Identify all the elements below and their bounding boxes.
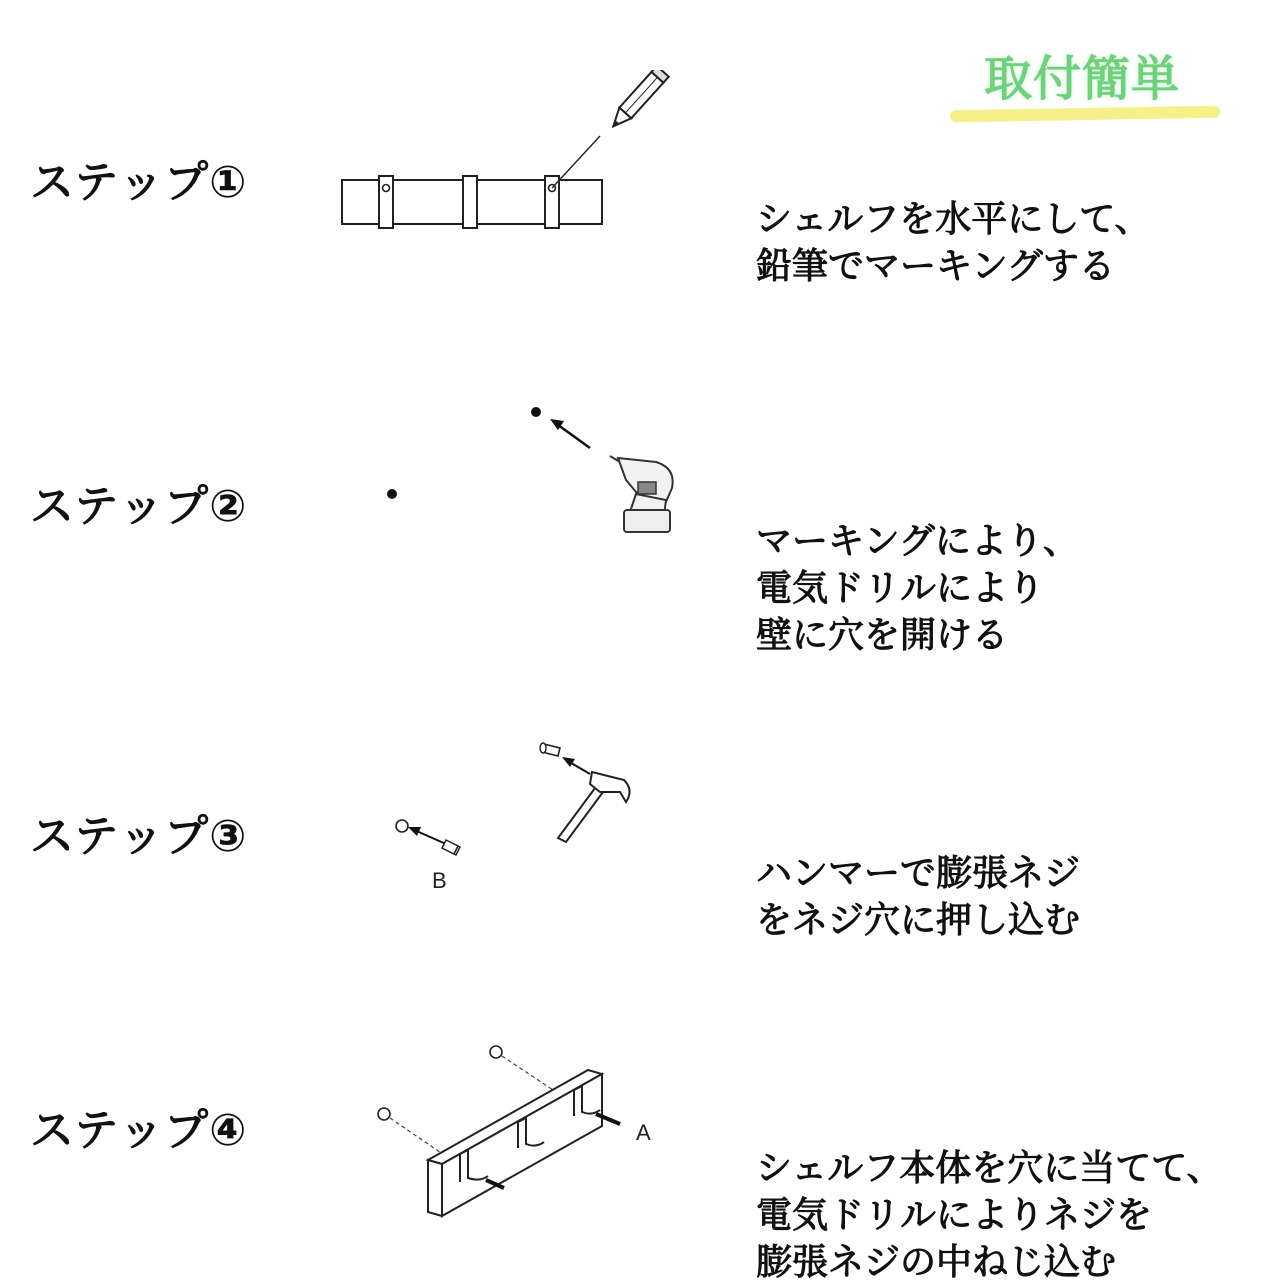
description-line: 電気ドリルによりネジを	[756, 1195, 1153, 1236]
step-2-label: ステップ②	[30, 481, 248, 532]
step-2-description	[756, 518, 1079, 659]
step-2-illustration	[370, 390, 700, 550]
shelf-body	[428, 1070, 602, 1216]
step-1-label: ステップ①	[30, 157, 248, 208]
screw-hole	[396, 820, 408, 832]
description-line: 電気ドリルにより	[756, 568, 1045, 609]
description-line: マーキングにより、	[756, 521, 1079, 562]
step-4-description	[756, 1145, 1223, 1286]
anchor-plug-upper	[540, 743, 560, 756]
pencil-icon	[607, 70, 668, 132]
part-letter-a: A	[636, 1120, 651, 1145]
step-3-label: ステップ③	[30, 811, 248, 862]
bracket-left	[379, 176, 393, 228]
description-line: 鉛筆でマーキングする	[756, 246, 1115, 287]
wall-hole-lower	[378, 1108, 390, 1120]
step-4-label: ステップ④	[30, 1105, 248, 1156]
step-3-illustration	[380, 730, 660, 900]
step-4-illustration	[370, 1030, 670, 1220]
step-1-description	[756, 196, 1151, 290]
drill-icon	[610, 456, 673, 532]
arrow-head	[562, 757, 575, 767]
badge-label: 取付簡単	[984, 51, 1181, 107]
bracket-right	[545, 176, 559, 228]
title-badge	[940, 38, 1220, 128]
wall-hole-upper	[490, 1046, 502, 1058]
description-line: シェルフ本体を穴に当てて、	[756, 1148, 1223, 1189]
part-letter-b: B	[432, 868, 447, 893]
wall-mark-dot	[387, 489, 397, 499]
description-line: ハンマーで膨張ネジ	[756, 853, 1081, 894]
bracket-center	[463, 176, 477, 228]
step-3-description	[756, 850, 1080, 944]
description-line: 膨張ネジの中ねじ込む	[756, 1242, 1117, 1283]
description-line: シェルフを水平にして、	[756, 199, 1151, 240]
description-line: をネジ穴に押し込む	[756, 900, 1081, 941]
step-1-illustration	[330, 70, 690, 240]
anchor-plug-b	[442, 840, 460, 855]
description-line: 壁に穴を開ける	[756, 615, 1009, 656]
wall-mark-dot	[531, 407, 541, 417]
hammer-icon	[558, 772, 630, 842]
